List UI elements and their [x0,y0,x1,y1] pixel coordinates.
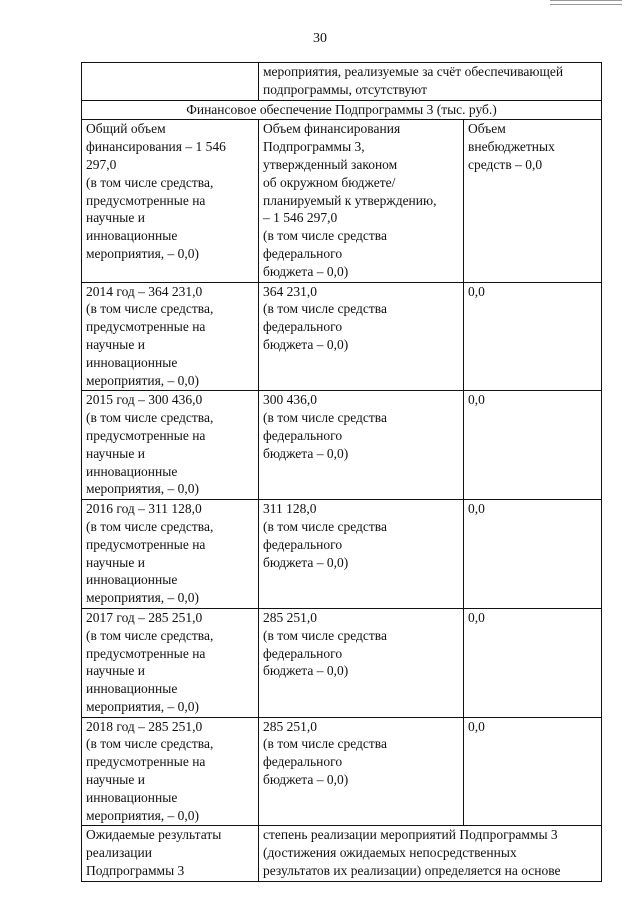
table-row-totals [82,120,602,282]
financing-table [81,62,602,882]
year-total-cell: 2014 год – 364 231,0 (в том числе средства, предусмотренные на научные и инновационные мероприятия, – 0,0) [82,282,259,391]
year-budget-cell: 364 231,0 (в том числе средства федерального бюджета – 0,0) [259,282,464,391]
year-total-cell: 2016 год – 311 128,0 (в том числе средства, предусмотренные на научные и инновационные мероприятия, – 0,0) [82,500,259,609]
year-budget-cell: 285 251,0 (в том числе средства федерального бюджета – 0,0) [259,608,464,717]
year-budget-cell: 285 251,0 (в том числе средства федерального бюджета – 0,0) [259,717,464,826]
table-row-year-2018 [82,717,602,826]
section-header-cell: Финансовое обеспечение Подпрограммы 3 (тыс. руб.) [82,100,602,120]
table-row-year-2017 [82,608,602,717]
year-extrabudgetary-cell: 0,0 [464,500,602,609]
year-extrabudgetary-cell: 0,0 [464,608,602,717]
expected-results-label-cell: Ожидаемые результаты реализации Подпрограммы 3 [82,826,259,881]
year-budget-cell: 300 436,0 (в том числе средства федерального бюджета – 0,0) [259,391,464,500]
table-row-top [82,63,602,101]
year-extrabudgetary-cell: 0,0 [464,717,602,826]
approved-budget-cell: Объем финансирования Подпрограммы 3, утвержденный законом об окружном бюджете/ планируемый к утверждению, – 1 546 297,0 (в том числе средства федерального бюджета – 0,0) [259,120,464,282]
year-total-cell: 2018 год – 285 251,0 (в том числе средства, предусмотренные на научные и инновационные мероприятия, – 0,0) [82,717,259,826]
year-total-cell: 2015 год – 300 436,0 (в том числе средства, предусмотренные на научные и инновационные мероприятия, – 0,0) [82,391,259,500]
total-financing-cell: Общий объем финансирования – 1 546 297,0 (в том числе средства, предусмотренные на научные и инновационные мероприятия, – 0,0) [82,120,259,282]
top-row-left-cell [82,63,259,101]
year-extrabudgetary-cell: 0,0 [464,282,602,391]
table-row-section-header [82,100,602,120]
expected-results-text-cell: степень реализации мероприятий Подпрограммы 3 (достижения ожидаемых непосредственных результатов их реализации) определяется на основе [259,826,602,881]
year-budget-cell: 311 128,0 (в том числе средства федерального бюджета – 0,0) [259,500,464,609]
table-row-year-2015 [82,391,602,500]
year-extrabudgetary-cell: 0,0 [464,391,602,500]
table-row-year-2016 [82,500,602,609]
table-row-year-2014 [82,282,602,391]
year-total-cell: 2017 год – 285 251,0 (в том числе средства, предусмотренные на научные и инновационные мероприятия, – 0,0) [82,608,259,717]
top-row-right-cell: мероприятия, реализуемые за счёт обеспечивающей подпрограммы, отсутствуют [259,63,602,101]
table-row-results [82,826,602,881]
scan-corner-mark [550,0,622,5]
page-number: 30 [313,31,327,46]
extrabudgetary-cell: Объем внебюджетных средств – 0,0 [464,120,602,282]
